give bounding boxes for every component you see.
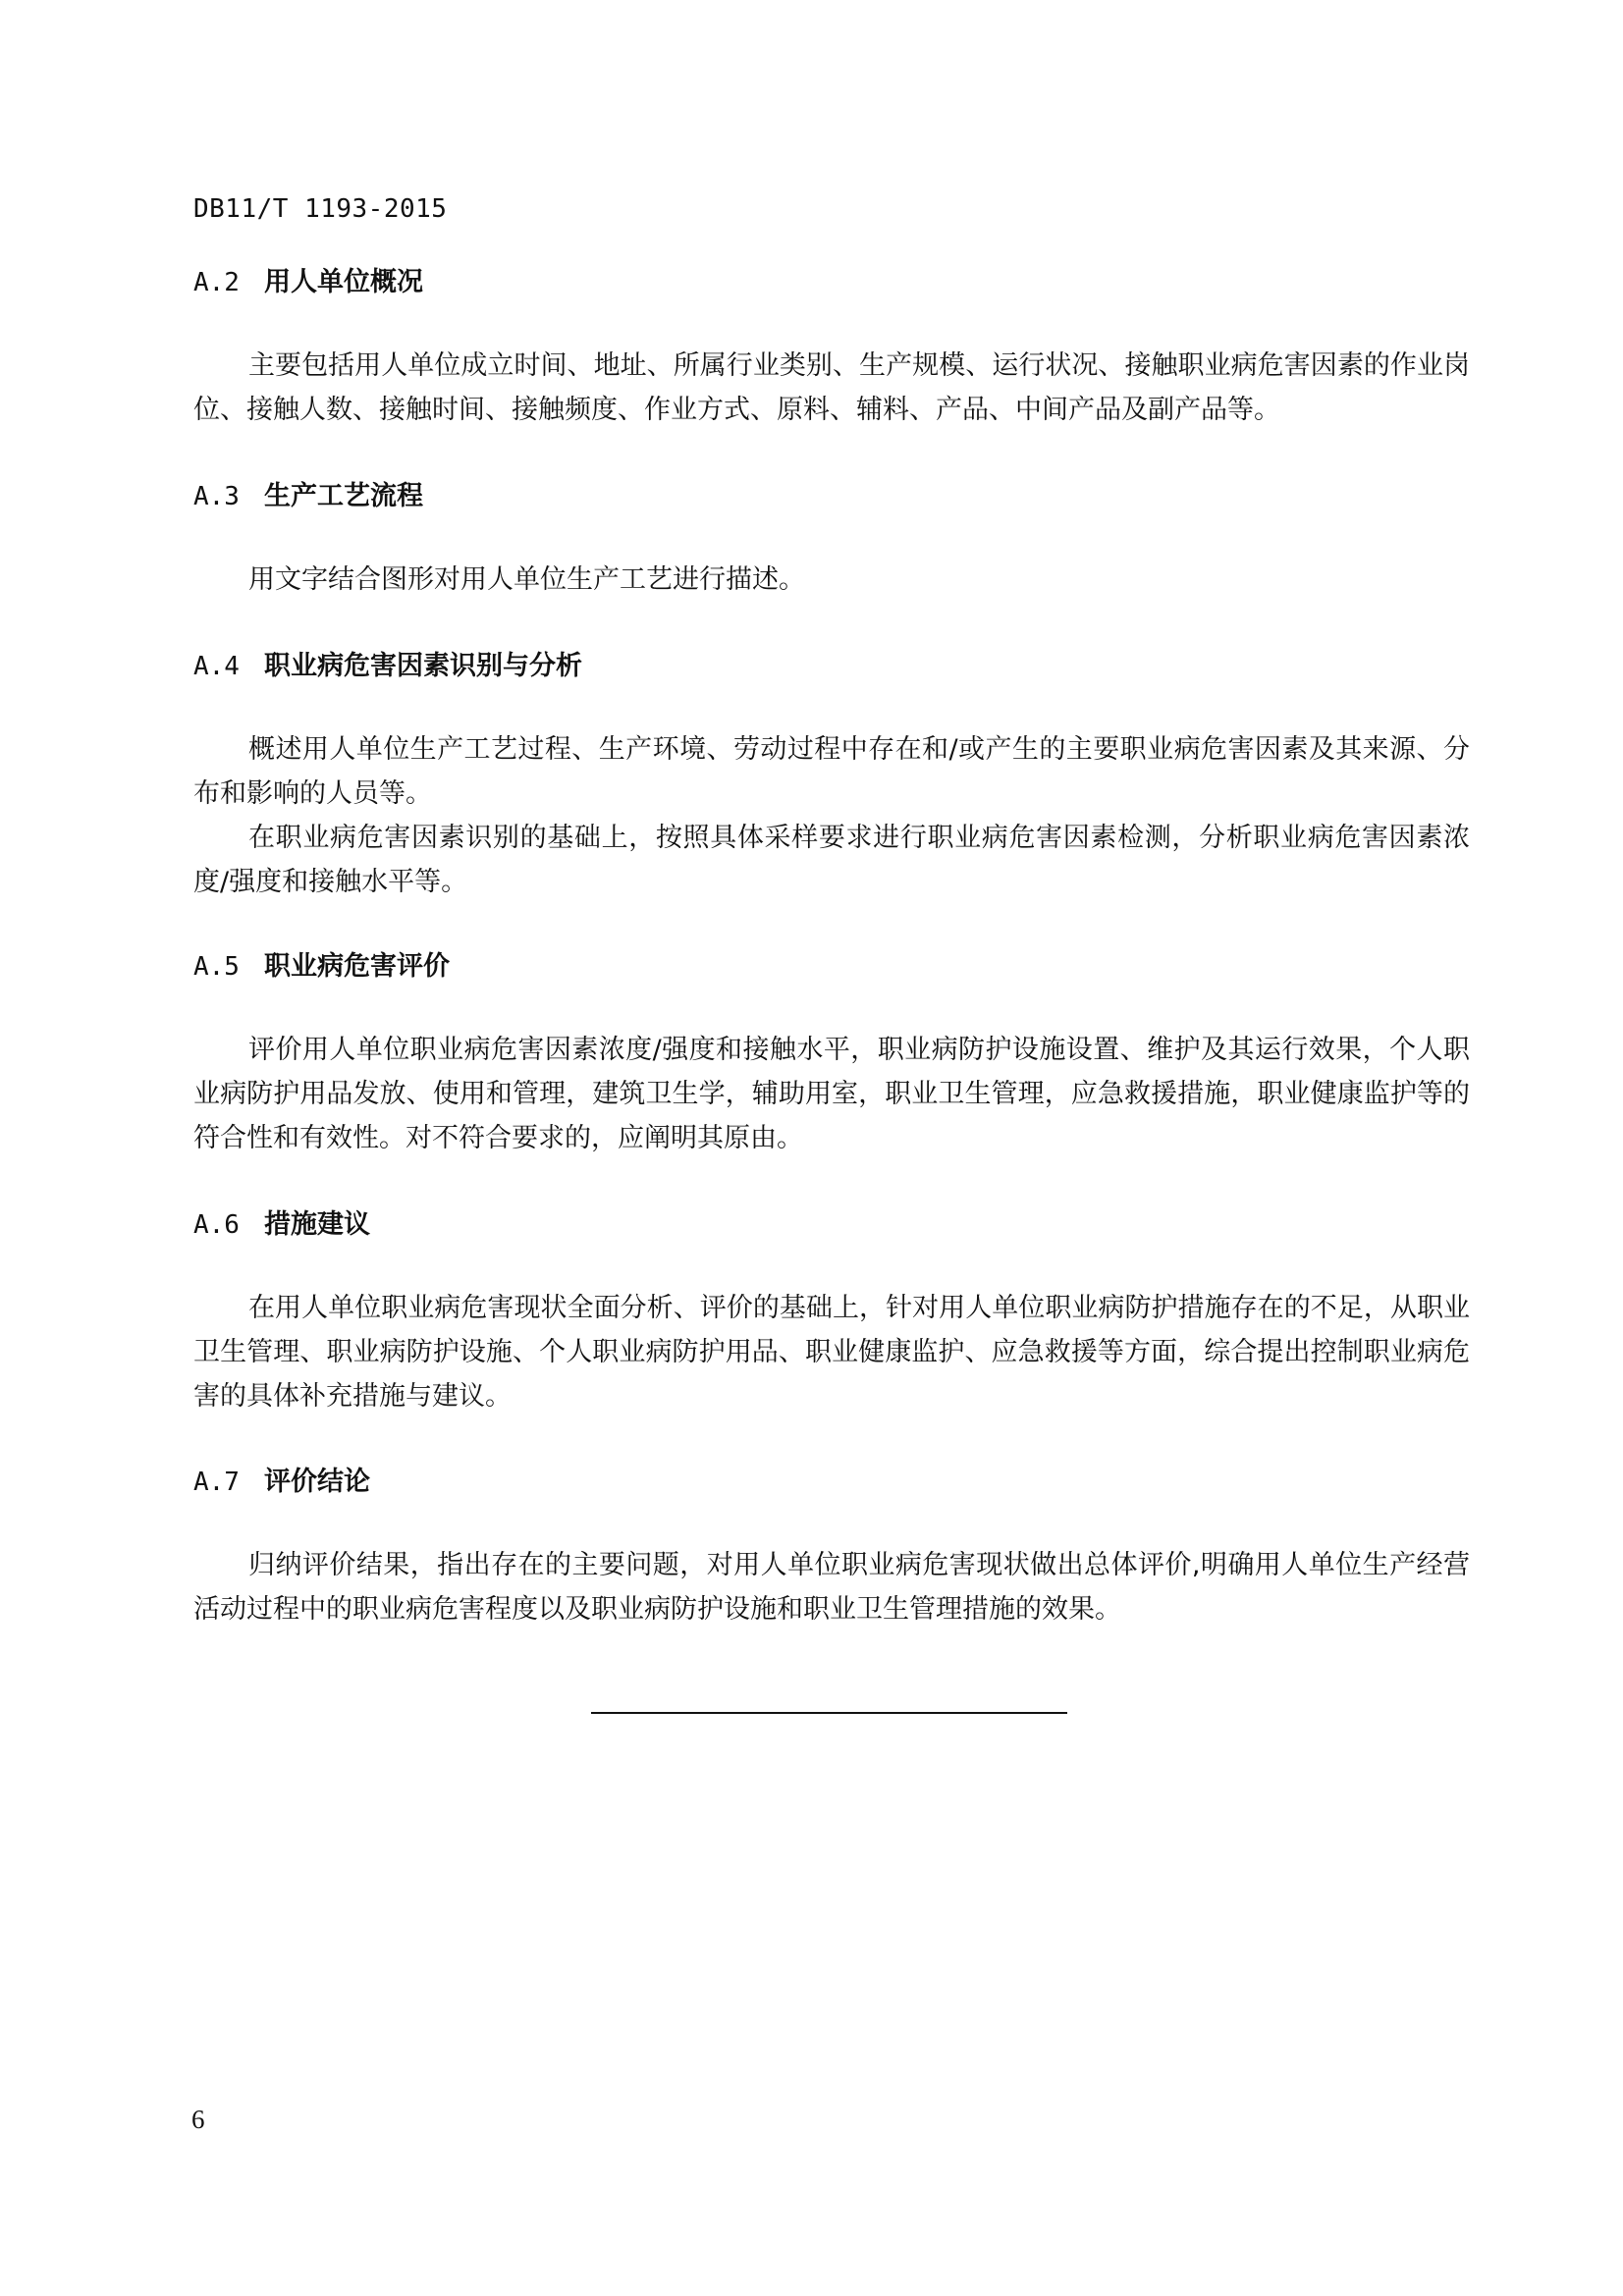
section-title: 职业病危害评价 [264,951,450,982]
section-number: A.3 [193,482,240,511]
section-number: A.4 [193,652,240,681]
section-paragraph: 在用人单位职业病危害现状全面分析、评价的基础上，针对用人单位职业病防护措施存在的不足，从职业卫生管理、职业病防护设施、个人职业病防护用品、职业健康监护、应急救援等方面，综合提出控制职业病危害的具体补充措施与建议。 [193,1293,1470,1412]
section-heading [193,947,1470,987]
section-a7 [193,1463,1470,1631]
section-title: 生产工艺流程 [264,481,423,511]
section-heading [193,477,1470,516]
section-heading [193,647,1470,686]
section-a5 [193,947,1470,1160]
section-a3 [193,477,1470,602]
section-a2 [193,263,1470,432]
section-paragraph: 概述用人单位生产工艺过程、生产环境、劳动过程中存在和/或产生的主要职业病危害因素及其来源、分布和影响的人员等。 [193,734,1470,809]
section-a6 [193,1205,1470,1418]
section-number: A.7 [193,1468,240,1497]
section-number: A.5 [193,952,240,982]
section-paragraph: 主要包括用人单位成立时间、地址、所属行业类别、生产规模、运行状况、接触职业病危害因素的作业岗位、接触人数、接触时间、接触频度、作业方式、原料、辅料、产品、中间产品及副产品等。 [193,350,1470,425]
end-rule [591,1712,1067,1714]
section-title: 评价结论 [264,1467,370,1497]
section-title: 用人单位概况 [264,267,423,297]
section-title: 措施建议 [264,1209,370,1240]
section-heading [193,263,1470,302]
section-number: A.2 [193,268,240,297]
section-heading [193,1463,1470,1502]
section-paragraph: 用文字结合图形对用人单位生产工艺进行描述。 [248,564,805,595]
section-title: 职业病危害因素识别与分析 [264,651,582,681]
section-heading [193,1205,1470,1245]
document-code: DB11/T 1193-2015 [193,194,448,224]
section-a4 [193,647,1470,904]
section-number: A.6 [193,1210,240,1240]
section-paragraph: 在职业病危害因素识别的基础上，按照具体采样要求进行职业病危害因素检测，分析职业病危害因素浓度/强度和接触水平等。 [193,823,1470,897]
section-paragraph: 归纳评价结果，指出存在的主要问题，对用人单位职业病危害现状做出总体评价,明确用人单位生产经营活动过程中的职业病危害程度以及职业病防护设施和职业卫生管理措施的效果。 [193,1550,1470,1625]
section-paragraph: 评价用人单位职业病危害因素浓度/强度和接触水平，职业病防护设施设置、维护及其运行效果，个人职业病防护用品发放、使用和管理，建筑卫生学，辅助用室，职业卫生管理，应急救援措施，职业健康监护等的符合性和有效性。对不符合要求的，应阐明其原由。 [193,1035,1470,1153]
page-number: 6 [191,2105,205,2134]
